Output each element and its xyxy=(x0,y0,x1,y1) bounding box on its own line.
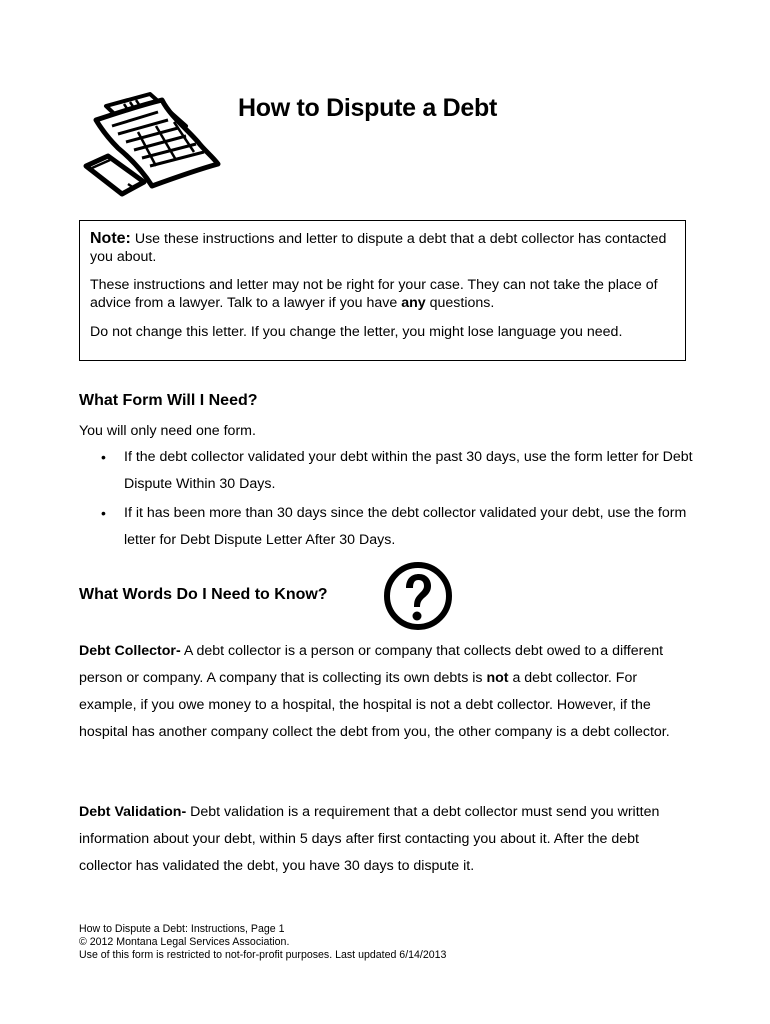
bills-icon xyxy=(78,86,228,202)
note-box xyxy=(79,220,686,361)
note-emphasis: any xyxy=(401,295,426,311)
note-paragraph-1 xyxy=(90,230,677,266)
footer-line-2: © 2012 Montana Legal Services Association. xyxy=(79,936,290,948)
page-footer xyxy=(79,923,446,962)
note-paragraph-3: Do not change this letter. If you change the letter, you might lose language you need. xyxy=(90,324,623,340)
form-section-intro: You will only need one form. xyxy=(79,423,256,439)
note-label: Note: xyxy=(90,230,131,247)
note-text-2-end: questions. xyxy=(425,295,495,311)
debt-validation-text: Debt validation is a requirement that a debt collector must send you written information about your debt, within 5 days after first contacting you about it. After the debt collector has validated the debt, you have 30 days to dispute it. xyxy=(79,804,660,874)
footer-line-3: Use of this form is restricted to not-for-profit purposes. Last updated 6/14/2013 xyxy=(79,949,447,961)
note-paragraph-2 xyxy=(90,276,677,312)
list-item: • If it has been more than 30 days since the debt collector validated your debt, use the form letter for Debt Dispute Letter After 30 Days. xyxy=(79,500,699,554)
words-section-heading: What Words Do I Need to Know? xyxy=(79,586,328,603)
debt-collector-text: A debt collector is a person or company that collects debt owed to a different person or company. A company that is collecting its own debts is xyxy=(79,643,664,686)
note-text-1: Use these instructions and letter to dispute a debt that a debt collector has contacted you about. xyxy=(90,231,667,265)
debt-collector-emphasis: not xyxy=(486,670,509,686)
question-mark-icon xyxy=(383,561,453,631)
debt-collector-definition xyxy=(79,638,679,746)
page-title: How to Dispute a Debt xyxy=(238,94,497,122)
form-section-heading: What Form Will I Need? xyxy=(79,392,258,409)
debt-collector-term: Debt Collector- xyxy=(79,643,181,659)
debt-validation-term: Debt Validation- xyxy=(79,804,187,820)
debt-validation-definition xyxy=(79,799,679,880)
form-bullet-list xyxy=(79,444,699,554)
footer-line-1: How to Dispute a Debt: Instructions, Page 1 xyxy=(79,923,285,935)
list-item: • If the debt collector validated your debt within the past 30 days, use the form letter for Debt Dispute Within 30 Days. xyxy=(79,444,699,498)
debt-collector-text-end: a debt collector. For example, if you owe money to a hospital, the hospital is not a debt collector. However, if the hospital has another company collect the debt from you, the other company is a debt collector. xyxy=(79,670,670,740)
note-text-2: These instructions and letter may not be right for your case. They can not take the place of advice from a lawyer. Talk to a lawyer if you have xyxy=(90,277,658,311)
